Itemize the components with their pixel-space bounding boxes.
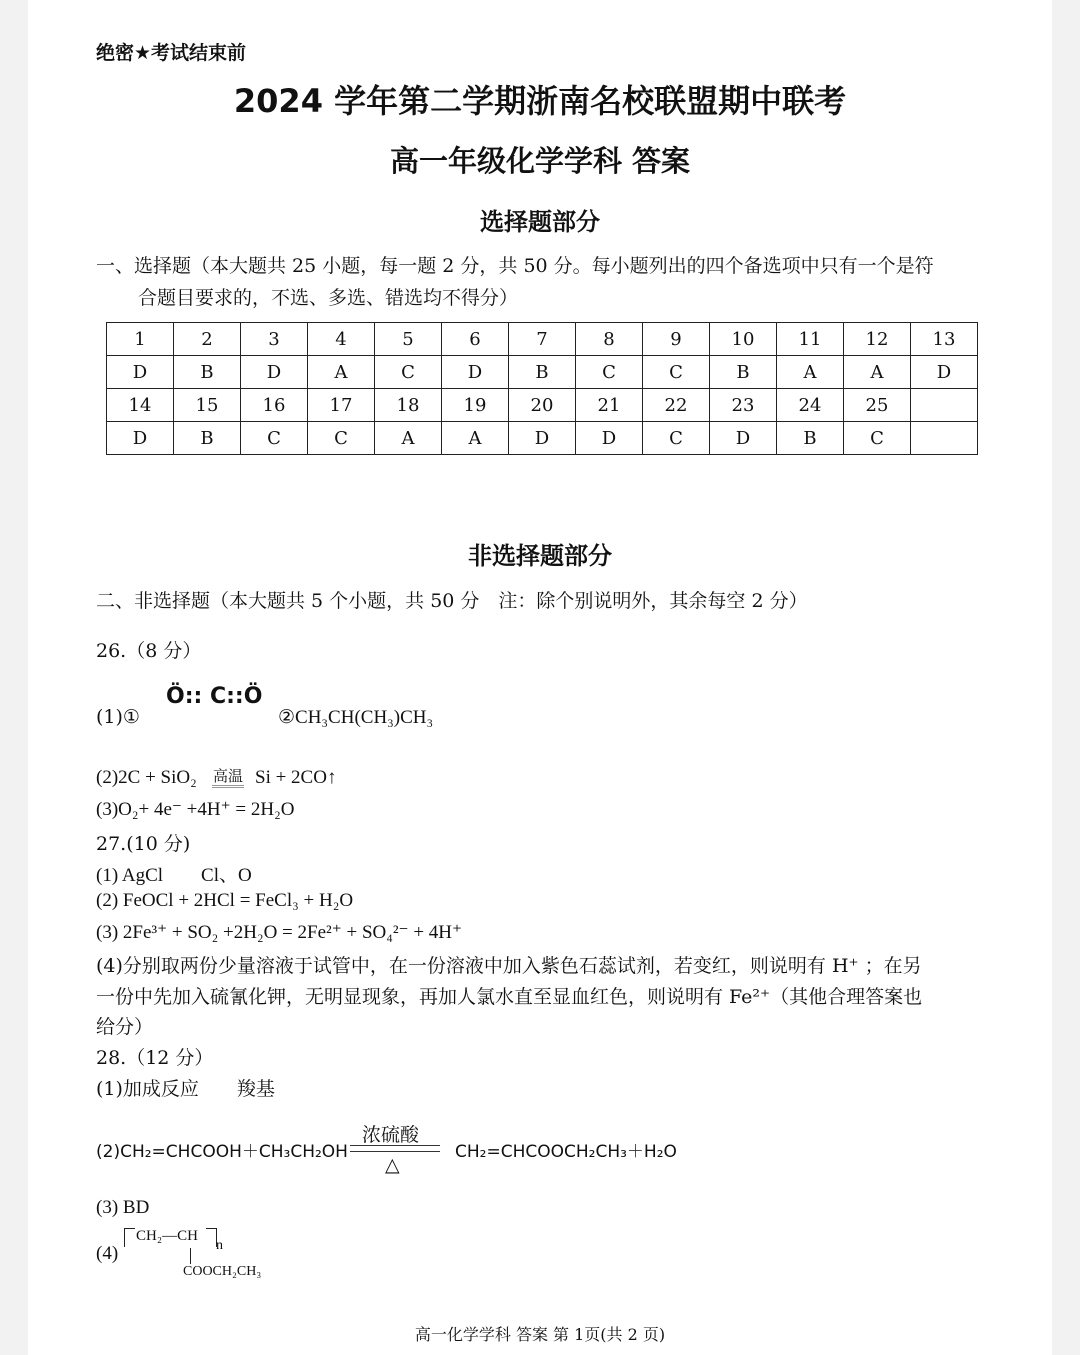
q28-part2-reactants: (2)CH₂=CHCOOH＋CH₃CH₂OH [96, 1142, 348, 1162]
table-cell: 20 [509, 389, 576, 422]
table-cell: B [509, 356, 576, 389]
table-cell [911, 389, 978, 422]
table-cell: D [509, 422, 576, 455]
polymer-side-chain: COOCH₂CH₃ [183, 1264, 262, 1279]
table-cell: 10 [710, 323, 777, 356]
table-cell: C [241, 422, 308, 455]
table-cell: D [911, 356, 978, 389]
q26-part1-prefix: (1)① [96, 706, 140, 728]
page-footer: 高一化学学科 答案 第 1页(共 2 页) [414, 1325, 666, 1344]
q27-label: 27.(10 分) [96, 833, 191, 855]
table-cell: D [107, 356, 174, 389]
table-cell: 3 [241, 323, 308, 356]
q27-part1: (1) AgCl Cl、O [96, 865, 252, 886]
table-cell: D [710, 422, 777, 455]
table-cell: 1 [107, 323, 174, 356]
exam-subtitle: 高一年级化学学科 答案 [389, 144, 691, 178]
table-row-answers-2 [107, 422, 978, 455]
co2-lewis-structure: Ö:: C::Ö [166, 684, 263, 709]
table-cell: 17 [308, 389, 375, 422]
q28-part2-catalyst: 浓硫酸 [362, 1124, 420, 1146]
q28-part4-label: (4) [96, 1243, 119, 1264]
q26-part2-condition: 高温 [212, 767, 244, 788]
table-cell: 15 [174, 389, 241, 422]
nonchoice-intro: 二、非选择题（本大题共 5 个小题，共 50 分 注：除个别说明外，其余每空 2 分） [96, 590, 808, 612]
table-cell: D [576, 422, 643, 455]
polymer-repeat-n: n [216, 1238, 223, 1253]
table-cell: 5 [375, 323, 442, 356]
table-cell: C [576, 356, 643, 389]
table-cell: 14 [107, 389, 174, 422]
choice-intro-line1: 一、选择题（本大题共 25 小题，每一题 2 分，共 50 分。每小题列出的四个备选项中只有一个是符 [96, 255, 934, 277]
table-cell: 25 [844, 389, 911, 422]
choice-intro-line2: 合题目要求的，不选、多选、错选均不得分） [138, 287, 519, 309]
table-cell: 16 [241, 389, 308, 422]
table-cell: 21 [576, 389, 643, 422]
table-row-numbers-1 [107, 323, 978, 356]
q26-part2-reactants: (2)2C + SiO₂ [96, 767, 197, 788]
confidential-label: 绝密★考试结束前 [96, 42, 247, 64]
q27-part3: (3) 2Fe³⁺ + SO₂ +2H₂O = 2Fe²⁺ + SO₄²⁻ + 4H⁺ [96, 922, 463, 943]
q28-part2-products: CH₂=CHCOOCH₂CH₃＋H₂O [455, 1142, 677, 1162]
exam-title: 2024 学年第二学期浙南名校联盟期中联考 [233, 82, 847, 120]
q27-part4-line2: 一份中先加入硫氰化钾，无明显现象，再加人氯水直至显血红色，则说明有 Fe²⁺（其他合理答案也 [96, 986, 923, 1008]
nonchoice-section-heading: 非选择题部分 [468, 542, 612, 570]
q28-part2-equilibrium-arrow [350, 1145, 440, 1152]
table-cell: D [442, 356, 509, 389]
table-cell: A [308, 356, 375, 389]
table-cell: B [777, 422, 844, 455]
table-cell: A [777, 356, 844, 389]
q28-label: 28.（12 分） [96, 1047, 214, 1069]
q27-part4-line3: 给分） [96, 1016, 154, 1038]
table-cell: 24 [777, 389, 844, 422]
table-row-numbers-2 [107, 389, 978, 422]
table-cell: C [375, 356, 442, 389]
table-cell: 11 [777, 323, 844, 356]
table-cell: 2 [174, 323, 241, 356]
table-cell: 18 [375, 389, 442, 422]
table-cell: 22 [643, 389, 710, 422]
q28-part3: (3) BD [96, 1197, 150, 1218]
table-row-answers-1 [107, 356, 978, 389]
table-cell: A [844, 356, 911, 389]
table-cell: C [308, 422, 375, 455]
q27-part2: (2) FeOCl + 2HCl = FeCl₃ + H₂O [96, 890, 354, 911]
table-cell: D [107, 422, 174, 455]
table-cell: 8 [576, 323, 643, 356]
table-cell [911, 422, 978, 455]
table-cell: 6 [442, 323, 509, 356]
q28-part1: (1)加成反应 羧基 [96, 1078, 275, 1100]
table-cell: B [710, 356, 777, 389]
table-cell: 19 [442, 389, 509, 422]
table-cell: A [442, 422, 509, 455]
q26-part2-products: Si + 2CO↑ [255, 767, 337, 788]
table-cell: 13 [911, 323, 978, 356]
table-cell: B [174, 422, 241, 455]
polymer-side-bond [190, 1248, 191, 1264]
table-cell: D [241, 356, 308, 389]
q26-part3: (3)O₂+ 4e⁻ +4H⁺ = 2H₂O [96, 799, 295, 820]
answer-table [106, 322, 978, 455]
table-cell: B [174, 356, 241, 389]
table-cell: 23 [710, 389, 777, 422]
table-cell: 12 [844, 323, 911, 356]
table-cell: C [844, 422, 911, 455]
choice-section-heading: 选择题部分 [480, 208, 600, 236]
polymer-left-bracket [124, 1228, 135, 1247]
polymer-backbone: CH₂—CH [136, 1228, 198, 1244]
q28-part2-heat: △ [385, 1154, 400, 1176]
table-cell: 9 [643, 323, 710, 356]
table-cell: C [643, 356, 710, 389]
table-cell: A [375, 422, 442, 455]
table-cell: 7 [509, 323, 576, 356]
q26-label: 26.（8 分） [96, 640, 202, 662]
q26-part1-isobutane: ②CH₃CH(CH₃)CH₃ [278, 707, 434, 728]
table-cell: C [643, 422, 710, 455]
q27-part4-line1: (4)分别取两份少量溶液于试管中，在一份溶液中加入紫色石蕊试剂，若变红，则说明有 H⁺ ；在另 [96, 955, 922, 977]
table-cell: 4 [308, 323, 375, 356]
